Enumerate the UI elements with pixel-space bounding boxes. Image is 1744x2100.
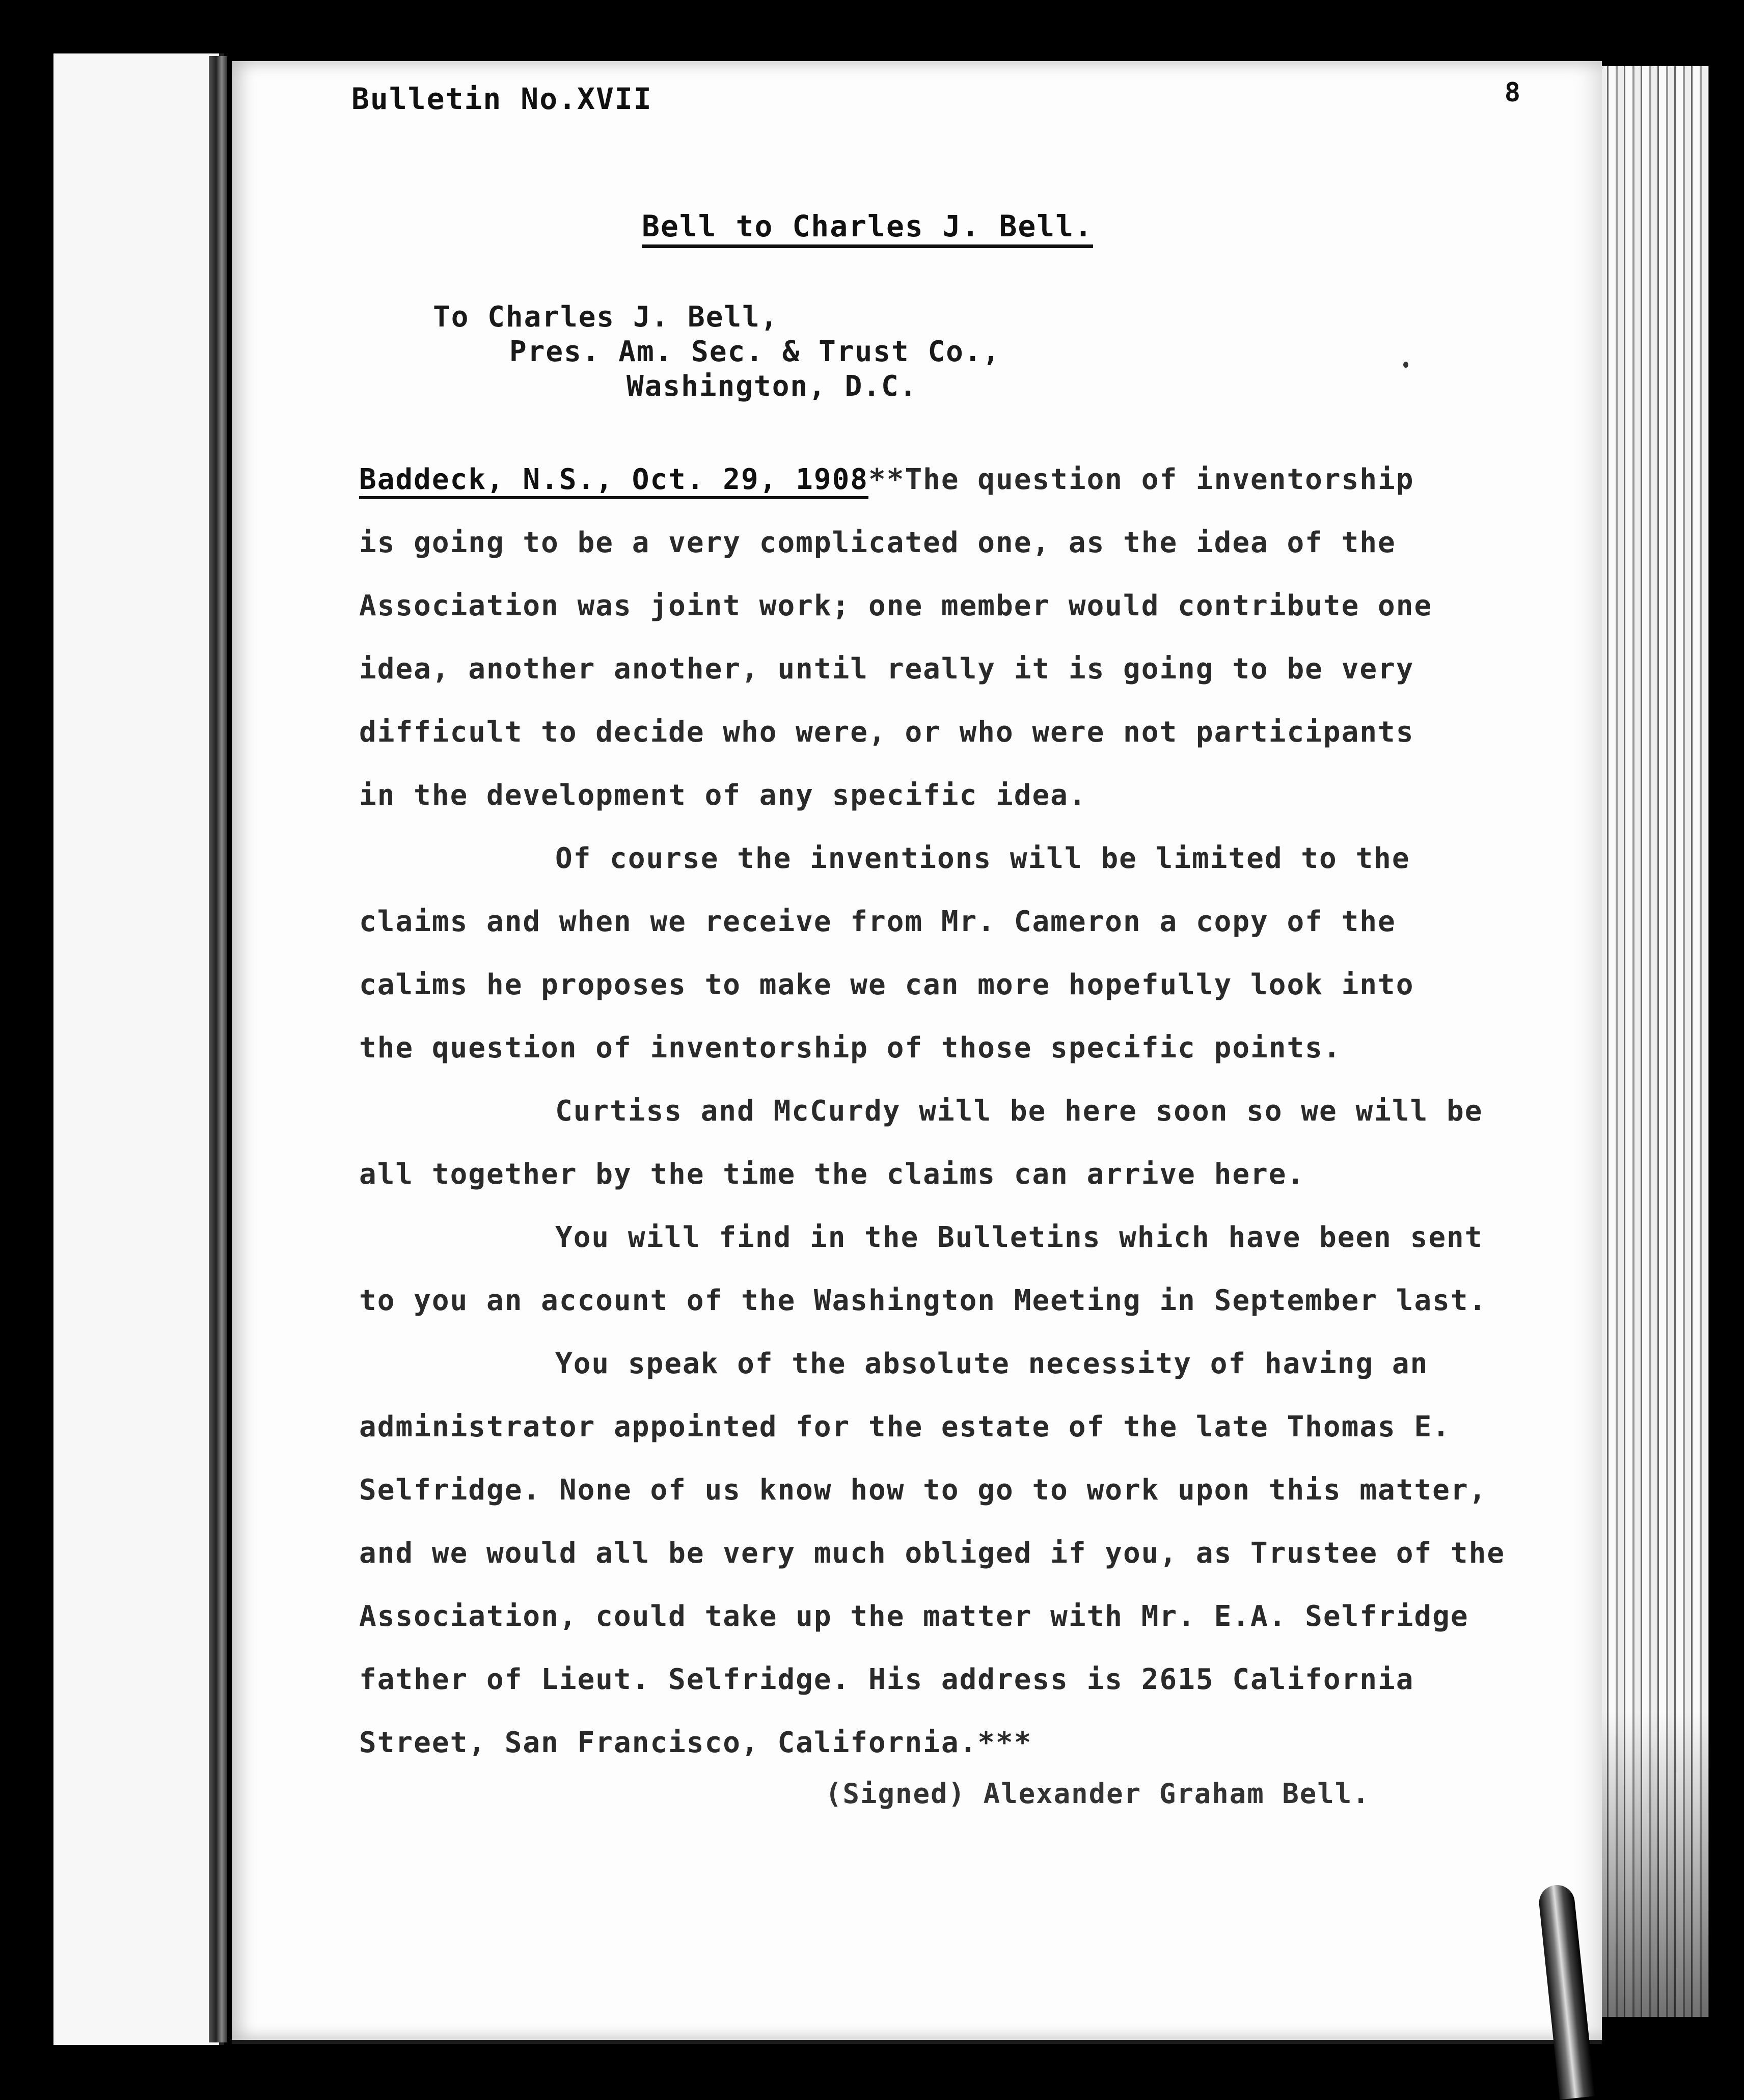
letter-body [359,448,1602,1775]
body-line: claims and when we receive from Mr. Cameron a copy of the [359,905,1396,938]
body-line: is going to be a very complicated one, as the idea of the [359,526,1396,559]
ink-speck [1403,362,1408,368]
body-line: to you an account of the Washington Meeting in September last. [359,1284,1487,1317]
body-line-text: **The question of inventorship [868,463,1414,496]
letter-title: Bell to Charles J. Bell. [642,209,1094,243]
page-edges [1592,66,1709,2017]
dateline: Baddeck, N.S., Oct. 29, 1908 [359,463,869,496]
signature: (Signed) Alexander Graham Bell. [825,1778,1370,1810]
body-line: and we would all be very much obliged if you, as Trustee of the [359,1537,1506,1570]
body-line: You will find in the Bulletins which have been sent [555,1221,1483,1254]
body-line: father of Lieut. Selfridge. His address is 2615 California [359,1663,1414,1696]
body-line: calims he proposes to make we can more hopefully look into [359,968,1414,1001]
body-line: difficult to decide who were, or who were not participants [359,716,1414,749]
body-line: in the development of any specific idea. [359,779,1087,812]
body-line: You speak of the absolute necessity of having an [555,1347,1429,1380]
page-number: 8 [1504,77,1520,108]
body-line: Of course the inventions will be limited to the [555,842,1410,875]
body-line: Street, San Francisco, California.*** [359,1726,1032,1759]
body-line: Association was joint work; one member would contribute one [359,589,1433,622]
address-line: Pres. Am. Sec. & Trust Co., [509,335,1001,368]
body-line: administrator appointed for the estate of the late Thomas E. [359,1410,1451,1443]
body-line: Curtiss and McCurdy will be here soon so we will be [555,1095,1483,1128]
address-line: To Charles J. Bell, [433,301,779,334]
body-line [359,448,1602,511]
address-line: Washington, D.C. [626,370,918,403]
body-line: Association, could take up the matter with Mr. E.A. Selfridge [359,1600,1469,1633]
book-spine [209,56,227,2042]
bulletin-header: Bulletin No.XVII [351,81,652,116]
document-page [232,61,1602,2044]
previous-page [53,53,224,2045]
body-line: all together by the time the claims can arrive here. [359,1158,1305,1191]
body-line: Selfridge. None of us know how to go to work upon this matter, [359,1474,1487,1507]
body-line: idea, another another, until really it is going to be very [359,652,1414,686]
body-line: the question of inventorship of those specific points. [359,1031,1342,1065]
